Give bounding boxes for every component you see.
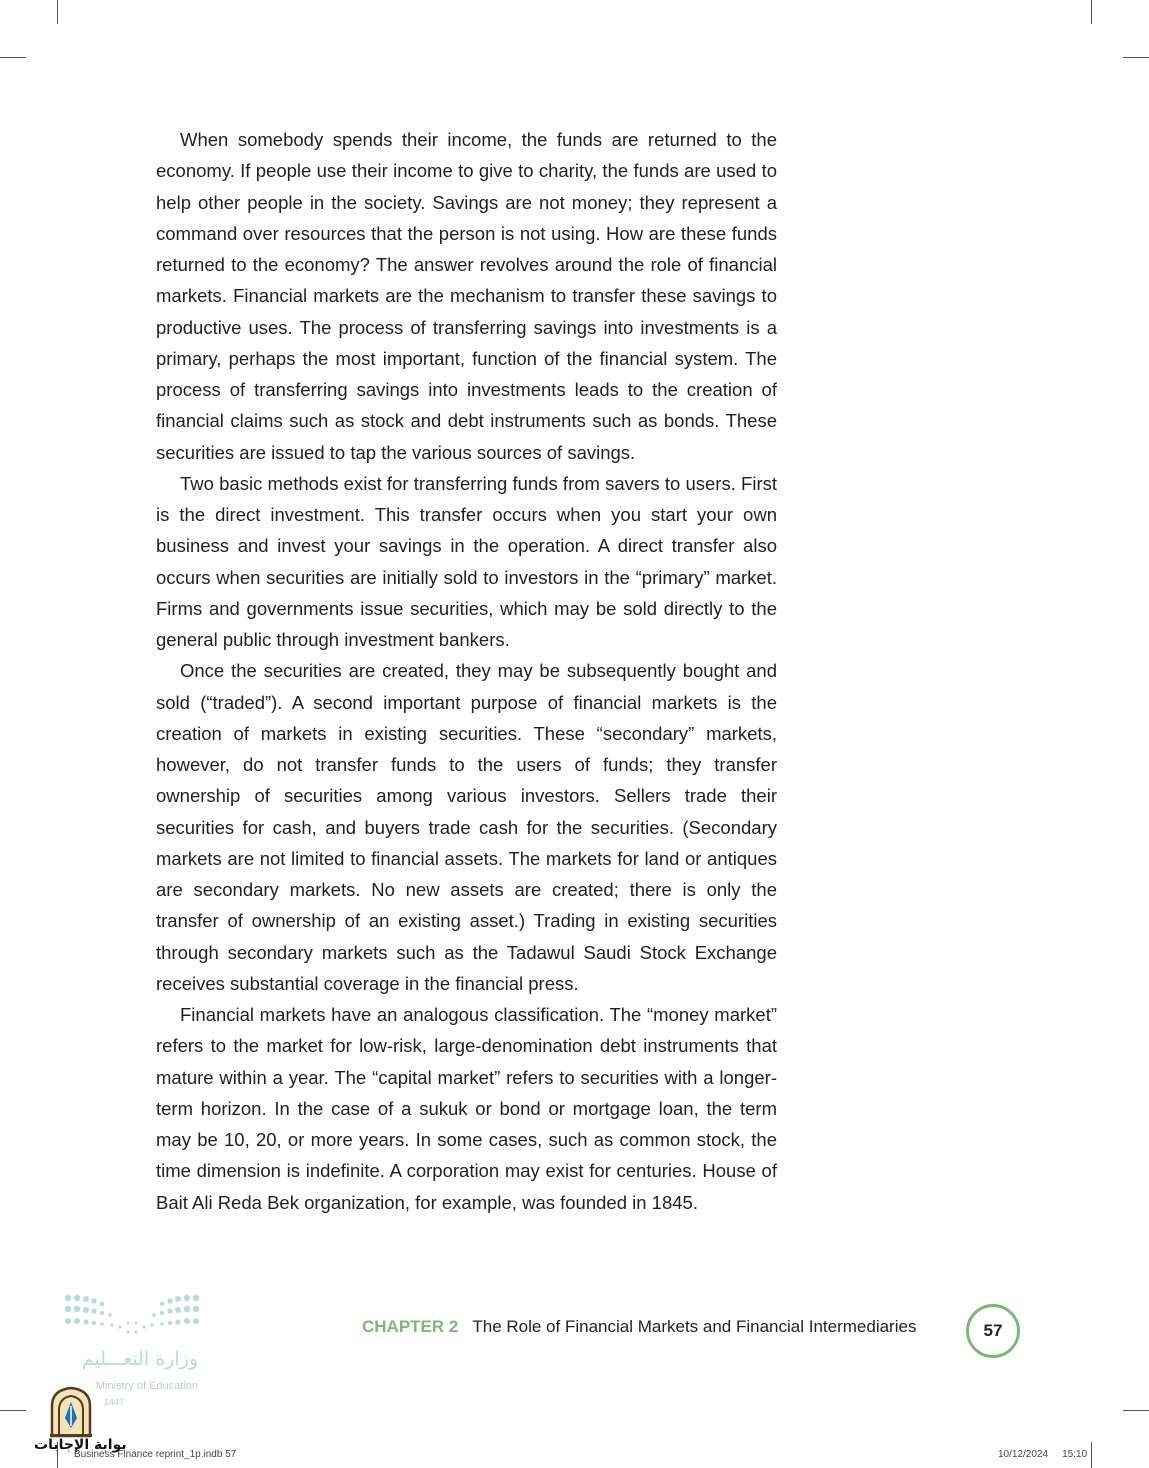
- print-slug-date: 10/12/2024: [998, 1449, 1049, 1460]
- print-slug-datetime: [998, 1449, 1087, 1460]
- crop-mark: [57, 0, 58, 24]
- watermark-emblem-icon: [48, 1386, 94, 1438]
- paragraph-3: Once the securities are created, they may be subsequently bought and sold (“traded”). A second important purpose of financial markets is the creation of markets in existing securities. These “secondary” markets, however, do not transfer funds to the users of funds; they transfer ownership of securities among various investors. Sellers trade their securities for cash, and buyers trade cash for the securities. (Secondary markets are not limited to financial assets. The markets for land or antiques are secondary markets. No new assets are created; there is only the transfer of ownership of an existing asset.) Trading in existing securities through secondary markets such as the Tadawul Saudi Stock Exchange receives substantial coverage in the financial press.: [156, 660, 777, 994]
- print-slug-time: 15:10: [1062, 1449, 1088, 1460]
- chapter-footer: [362, 1317, 916, 1337]
- ministry-logo-icon: [62, 1292, 202, 1338]
- crop-mark: [1091, 0, 1092, 24]
- crop-mark: [0, 1410, 26, 1411]
- paragraph-2: Two basic methods exist for transferring funds from savers to users. First is the direct investment. This transfer occurs when you start your own business and invest your savings in the operation. A direct transfer also occurs when securities are initially sold to investors in the “primary” market. Firms and governments issue securities, which may be sold directly to the general public through investment bankers.: [156, 472, 777, 650]
- crop-mark: [1123, 1410, 1149, 1411]
- ministry-name-arabic: وزارة التعـــليم: [81, 1348, 198, 1370]
- ministry-year: 1447: [104, 1397, 125, 1407]
- watermark-text: بوابة الإجابات: [34, 1437, 127, 1453]
- crop-mark: [1123, 57, 1149, 58]
- chapter-title: The Role of Financial Markets and Financial Intermediaries: [472, 1317, 917, 1336]
- ministry-name-english: Ministry of Education: [95, 1380, 198, 1392]
- chapter-label: CHAPTER 2: [362, 1317, 459, 1336]
- paragraph-4: Financial markets have an analogous classification. The “money market” refers to the market for low-risk, large-denomination debt instruments that mature within a year. The “capital market” refers to securities with a longer-term horizon. In the case of a sukuk or bond or mortgage loan, the term may be 10, 20, or more years. In some cases, such as common stock, the time dimension is indefinite. A corporation may exist for centuries. House of Bait Ali Reda Bek organization, for example, was founded in 1845.: [156, 1004, 777, 1213]
- crop-mark: [0, 57, 26, 58]
- paragraph-1: When somebody spends their income, the funds are returned to the economy. If people use their income to give to charity, the funds are used to help other people in the society. Savings are not money; they represent a command over resources that the person is not using. How are these funds returned to the economy? The answer revolves around the role of financial markets. Financial markets are the mechanism to transfer these savings to productive uses. The process of transferring savings into investments is a primary, perhaps the most important, function of the financial system. The process of transferring savings into investments leads to the creation of financial claims such as stock and debt instruments such as bonds. These securities are issued to tap the various sources of savings.: [156, 129, 777, 463]
- body-text: [156, 124, 777, 1218]
- page-number: 57: [966, 1304, 1020, 1358]
- crop-mark: [1091, 1442, 1092, 1468]
- print-slug-file: Business Finance reprint_1p.indb 57: [74, 1449, 237, 1460]
